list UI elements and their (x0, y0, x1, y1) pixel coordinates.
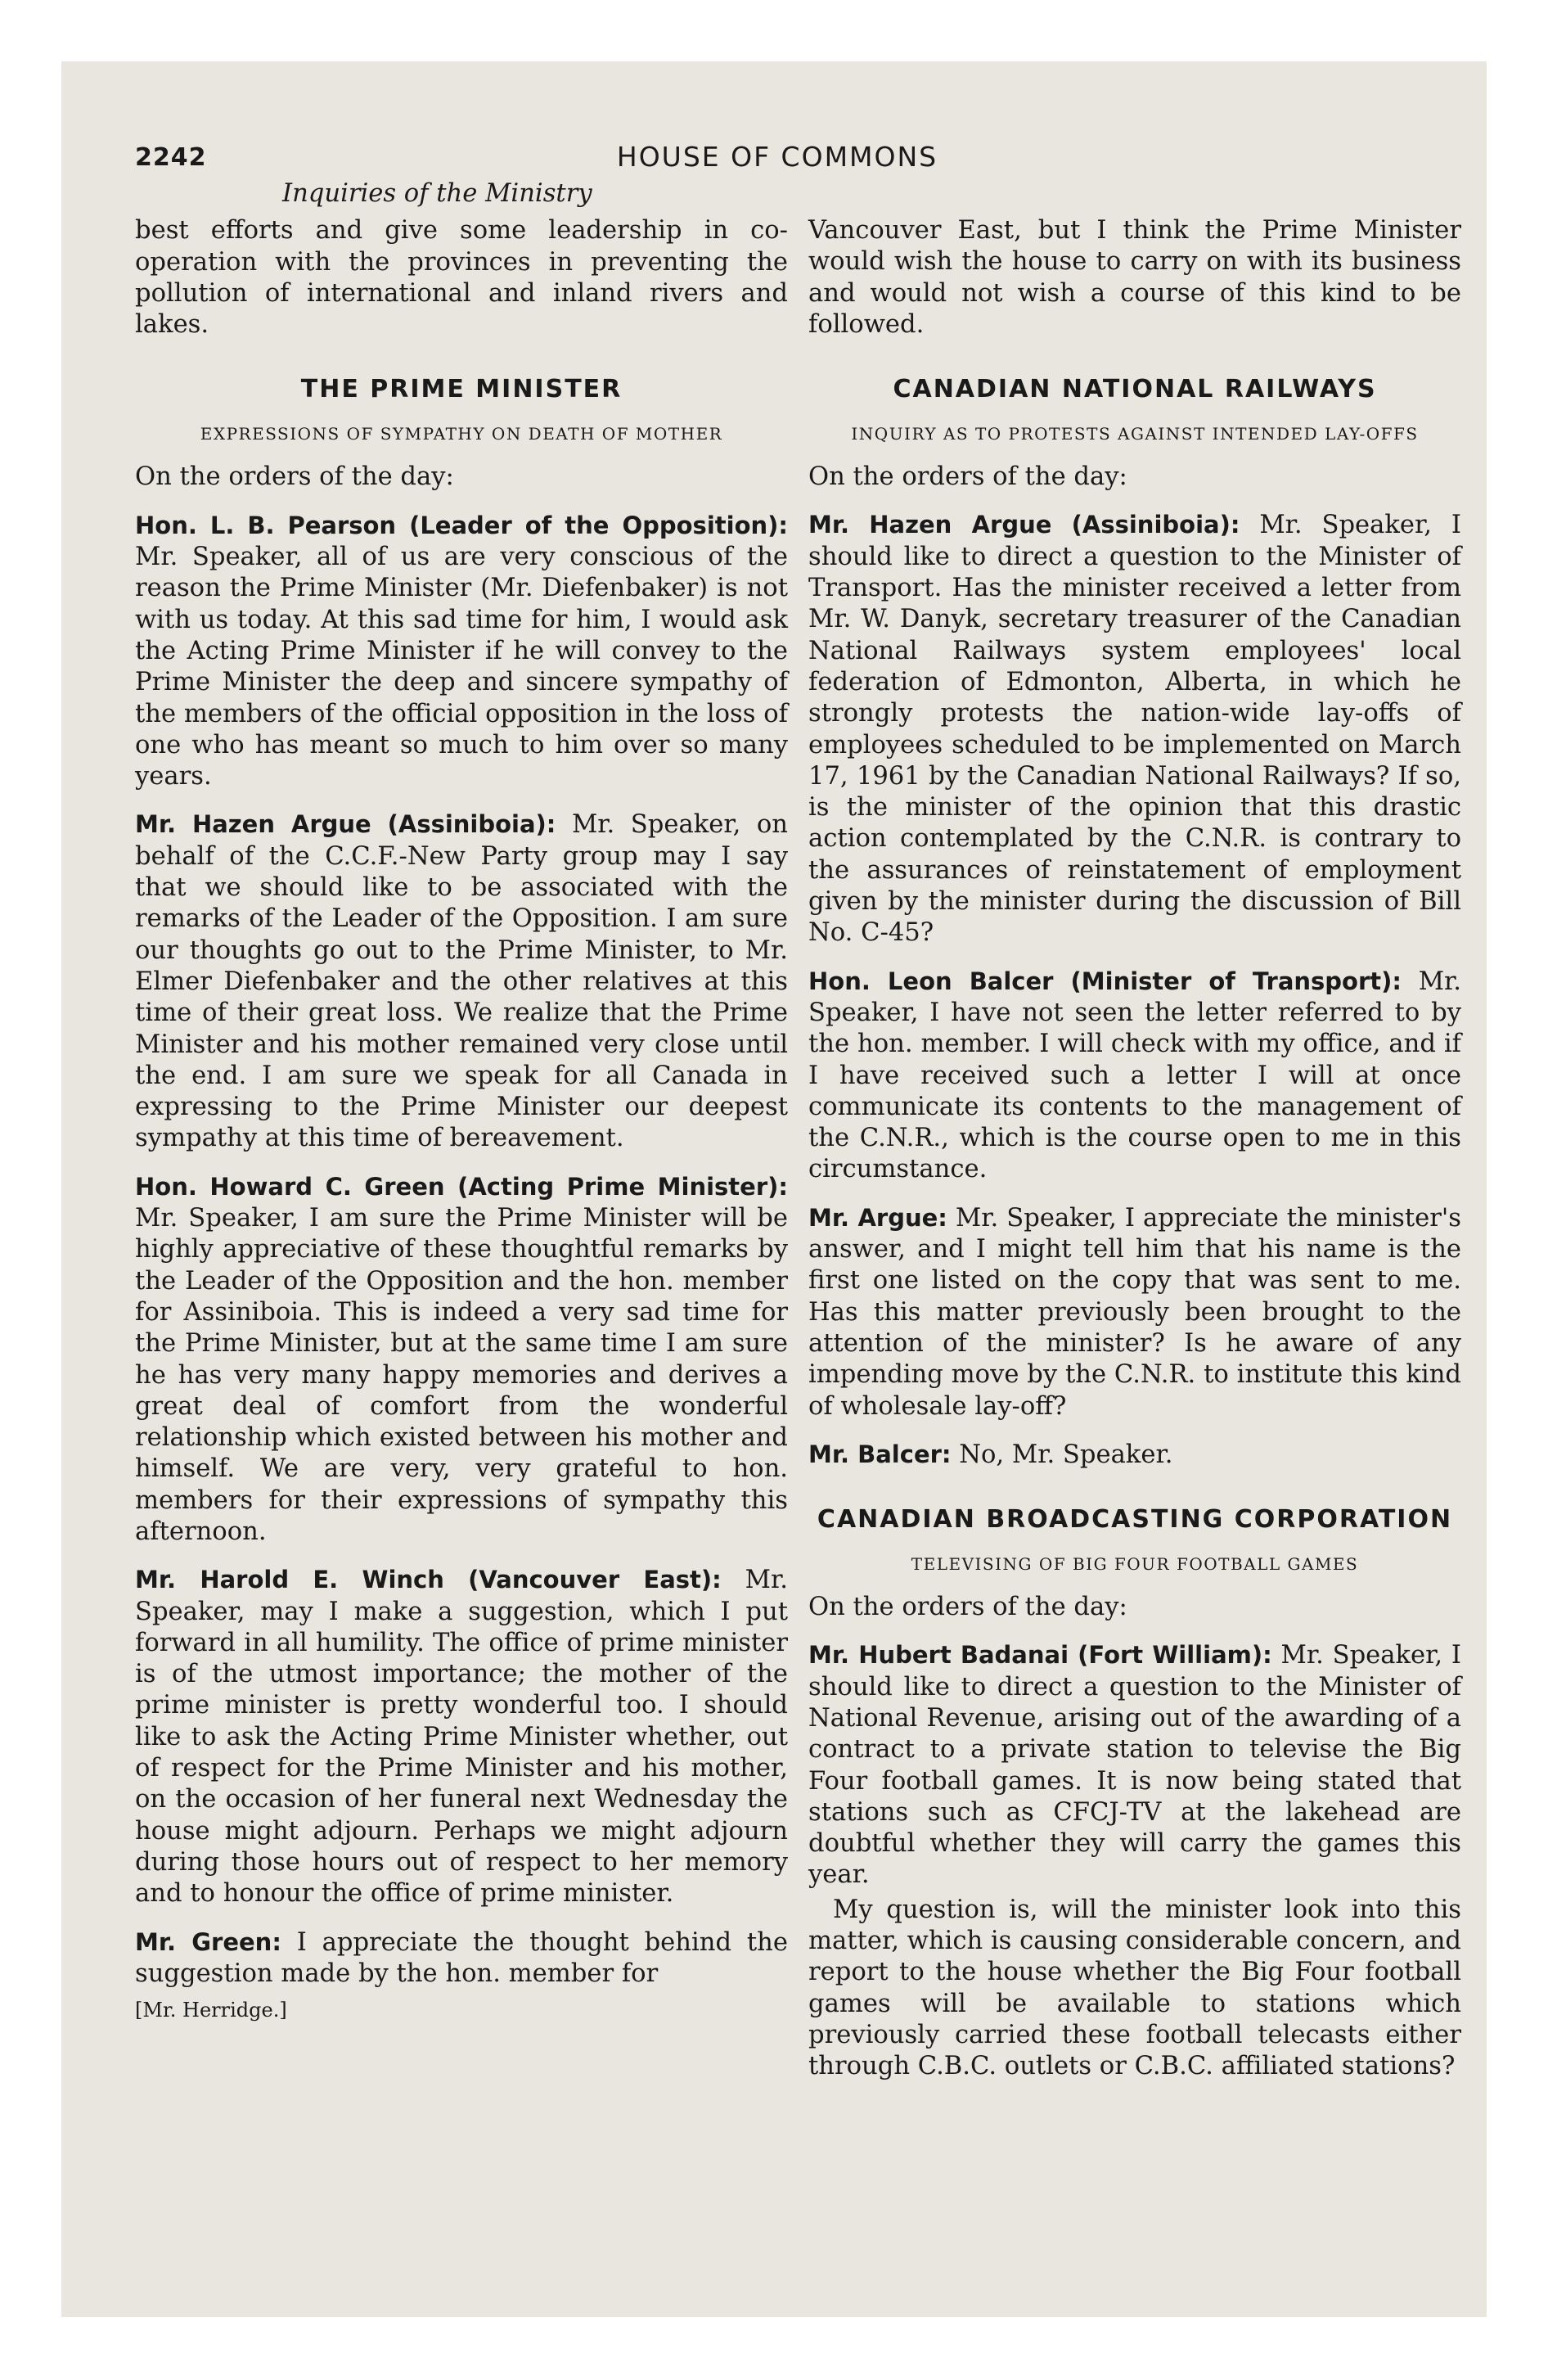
speaker-name: Mr. Hazen Argue (Assiniboia): (808, 511, 1240, 539)
speech-text: Mr. Speaker, I should like to direct a question to the Minister of National Revenue, arising out of the awarding of a contract to a private station to televise the Big Four football games. It is now being stated that stations such as CFCJ-TV at the lakehead are doubtful whether they will carry the games this year. (808, 1641, 1461, 1890)
page-number: 2242 (135, 143, 207, 172)
speech-text: Mr. Speaker, on behalf of the C.C.F.-New Party group may I say that we should like to be associated with the remarks of the Leader of the Opposition. I am sure our thoughts go out to the Prime Minister, to Mr. Elmer Diefenbaker and the other relatives at this time of their great loss. We realize that the Prime Minister and his mother remained very close until the end. I am sure we speak for all Canada in expressing to the Prime Minister our deepest sympathy at this time of bereavement. (135, 810, 788, 1153)
section-heading: CANADIAN NATIONAL RAILWAYS (893, 375, 1377, 404)
speaker-name: Mr. Balcer: (808, 1440, 952, 1468)
speech (135, 1564, 788, 1909)
speech-text: Mr. Speaker, I should like to direct a question to the Minister of Transport. Has the minister received a letter from Mr. W. Danyk, secretary treasurer of the Canadian National Railways system employees' local federation of Edmonton, Alberta, in which he strongly protests the nation-wide lay-offs of employees scheduled to be implemented on March 17, 1961 by the Canadian National Railways? If so, is the minister of the opinion that this drastic action contemplated by the C.N.R. is contrary to the assurances of reinstatement of employment given by the minister during the discussion of Bill No. C-45? (808, 511, 1461, 948)
speech (135, 510, 788, 793)
speaker-name: Mr. Hazen Argue (Assiniboia): (135, 810, 556, 839)
speech-text: Mr. Speaker, I am sure the Prime Minister will be highly appreciative of these thoughtful remarks by the Leader of the Opposition and the hon. member for Assiniboia. This is indeed a very sad time for the Prime Minister, but at the same time I am sure he has very many happy memories and derives a great deal of comfort from the wonderful relationship which existed between his mother and himself. We are very, very grateful to hon. members for their expressions of sympathy this afternoon. (135, 1204, 788, 1546)
section-subheading: TELEVISING OF BIG FOUR FOOTBALL GAMES (911, 1554, 1359, 1575)
speaker-name: Mr. Hubert Badanai (Fort William): (808, 1641, 1272, 1670)
speaker-name: Mr. Argue: (808, 1203, 947, 1232)
speech (135, 1171, 788, 1548)
orders-of-day: On the orders of the day: (135, 462, 454, 492)
speech (808, 509, 1461, 949)
speech (808, 1639, 1461, 1891)
speech-text: Mr. Speaker, I have not seen the letter referred to by the hon. member. I will check with my office, and if I have received such a letter I will at once communicate its contents to the management of the C.N.R., which is the course open to me in this circumstance. (808, 967, 1462, 1184)
speech (808, 1439, 1461, 1471)
running-head: HOUSE OF COMMONS (616, 141, 938, 173)
orders-of-day: On the orders of the day: (808, 462, 1127, 492)
section-heading: CANADIAN BROADCASTING CORPORATION (817, 1505, 1453, 1535)
paragraph: best efforts and give some leadership in co-operation with the provinces in preventing the pollution of international and inland rivers and lakes. (135, 216, 788, 340)
speaker-name: Mr. Harold E. Winch (Vancouver East): (135, 1566, 722, 1594)
orders-of-day: On the orders of the day: (808, 1593, 1127, 1622)
speech (808, 1202, 1461, 1422)
speech (135, 1927, 788, 1990)
speaker-name: Mr. Green: (135, 1927, 281, 1956)
section-heading: THE PRIME MINISTER (300, 375, 623, 404)
speech-text: Mr. Speaker, may I make a suggestion, which I put forward in all humility. The office of prime minister is of the utmost importance; the mother of the prime minister is pretty wonderful too. I should like to ask the Acting Prime Minister whether, out of respect for the Prime Minister and his mother, on the occasion of her funeral next Wednesday the house might adjourn. Perhaps we might adjourn during those hours out of respect to her memory and to honour the office of prime minister. (135, 1566, 788, 1909)
speech-text: Mr. Speaker, all of us are very conscious of the reason the Prime Minister (Mr. Diefenbaker) is not with us today. At this sad time for him, I would ask the Acting Prime Minister if he will convey to the Prime Minister the deep and sincere sympathy of the members of the official opposition in the loss of one who has meant so much to him over so many years. (135, 543, 788, 791)
speech-text: I appreciate the thought behind the suggestion made by the hon. member for (135, 1927, 788, 1988)
speech-text: Mr. Speaker, I appreciate the minister's answer, and I might tell him that his name is the first one listed on the copy that was sent to me. Has this matter previously been brought to the attention of the minister? Is he aware of any impending move by the C.N.R. to institute this kind of wholesale lay-off? (808, 1203, 1462, 1421)
paragraph: Vancouver East, but I think the Prime Minister would wish the house to carry on with its business and would not wish a course of this kind to be followed. (808, 216, 1461, 339)
speech (135, 809, 788, 1154)
section-subheading: INQUIRY AS TO PROTESTS AGAINST INTENDED LAY-OFFS (851, 424, 1419, 444)
section-subtitle: Inquiries of the Ministry (282, 179, 592, 208)
speech-text: No, Mr. Speaker. (951, 1440, 1173, 1469)
speaker-name: Hon. L. B. Pearson (Leader of the Opposition): (135, 511, 788, 539)
speech (808, 966, 1461, 1186)
right-column (808, 215, 1461, 2099)
paragraph: My question is, will the minister look into this matter, which is causing considerable concern, and report to the house whether the Big Four football games will be available to stations which previously carried these football telecasts either through C.B.C. outlets or C.B.C. affiliated stations? (808, 1895, 1461, 2081)
speaker-name: Hon. Howard C. Green (Acting Prime Minister): (135, 1172, 788, 1201)
section-subheading: EXPRESSIONS OF SYMPATHY ON DEATH OF MOTHER (200, 424, 723, 444)
left-column (135, 178, 788, 2026)
footer-reference: [Mr. Herridge.] (135, 1999, 287, 2022)
speaker-name: Hon. Leon Balcer (Minister of Transport): (808, 967, 1402, 995)
